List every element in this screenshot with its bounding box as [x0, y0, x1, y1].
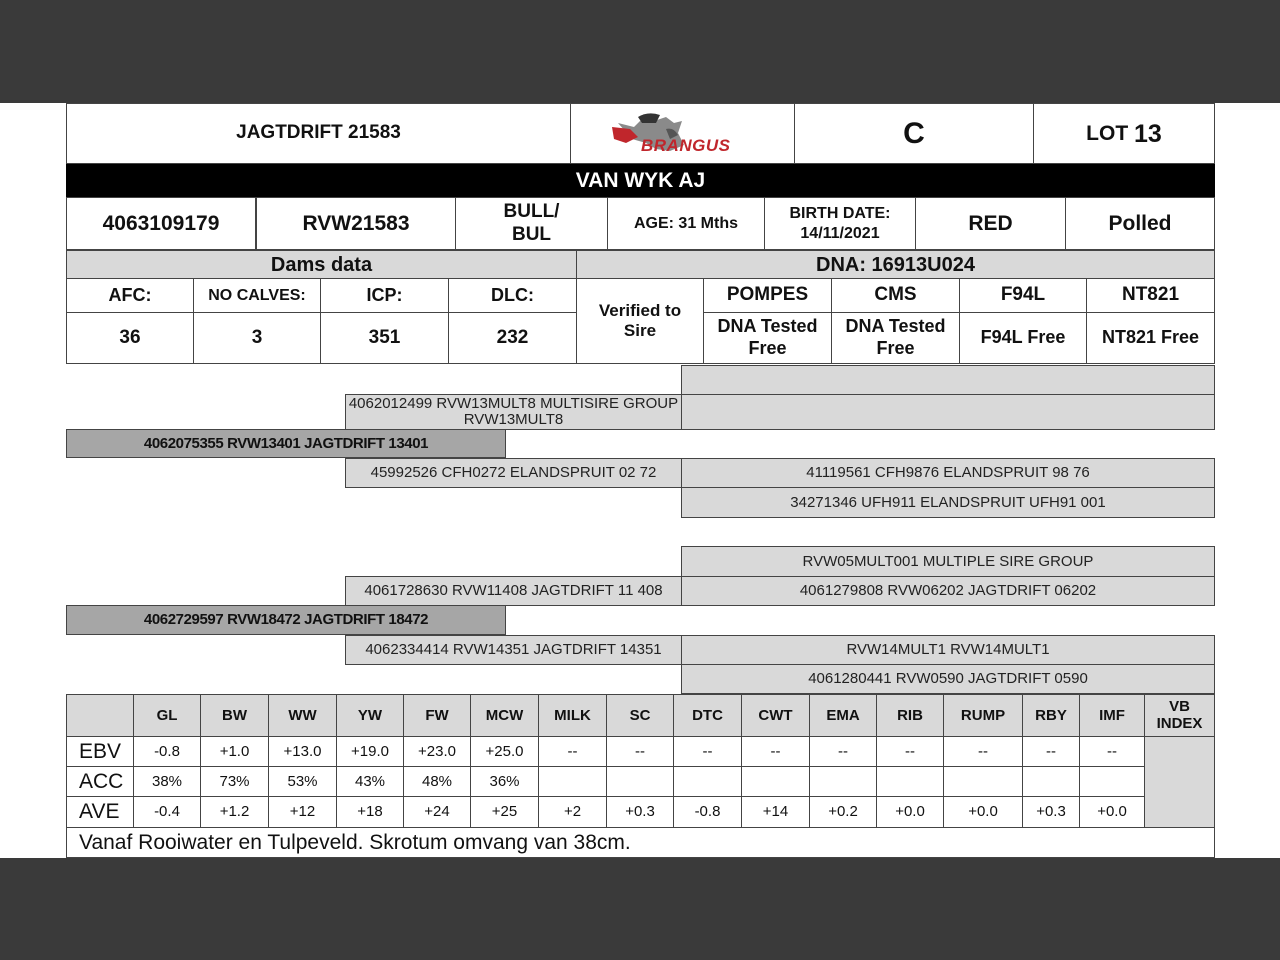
dam-sire-sire: RVW05MULT001 MULTIPLE SIRE GROUP: [681, 546, 1215, 577]
lot-prefix: LOT: [1086, 121, 1129, 145]
ave-rby: +0.3: [1022, 796, 1080, 828]
id-number: 4063109179: [66, 197, 256, 250]
ave-bw: +1.2: [200, 796, 269, 828]
ebv-rby: --: [1022, 736, 1080, 767]
ebv-col-yw: YW: [336, 694, 404, 737]
acc-dtc: [673, 766, 742, 797]
dam-dam-dam: 4061280441 RVW0590 JAGTDRIFT 0590: [681, 664, 1215, 694]
dam-dam: 4062334414 RVW14351 JAGTDRIFT 14351: [345, 635, 682, 665]
age: AGE: 31 Mths: [607, 197, 765, 250]
ave-imf: +0.0: [1079, 796, 1145, 828]
grade-label: C: [794, 103, 1034, 164]
ebv-col-fw: FW: [403, 694, 471, 737]
ebv-ema: --: [809, 736, 877, 767]
horn-status: Polled: [1065, 197, 1215, 250]
ebv-cwt: --: [741, 736, 810, 767]
ebv-row-label: EBV: [66, 736, 134, 767]
acc-yw: 43%: [336, 766, 404, 797]
birth-date-label: BIRTH DATE:: [789, 205, 891, 223]
ave-row-label: AVE: [66, 796, 134, 828]
lot-value: 13: [1134, 119, 1162, 148]
brangus-logo: [570, 103, 795, 164]
dam-dam-sire: RVW14MULT1 RVW14MULT1: [681, 635, 1215, 665]
sale-catalogue-page: [0, 103, 1280, 858]
dam-sire: 4061728630 RVW11408 JAGTDRIFT 11 408: [345, 576, 682, 606]
acc-rby: [1022, 766, 1080, 797]
ebv-ww: +13.0: [268, 736, 337, 767]
dam-sire-dam: 4061279808 RVW06202 JAGTDRIFT 06202: [681, 576, 1215, 606]
acc-sc: [606, 766, 674, 797]
dlc-header: DLC:: [448, 278, 577, 313]
ebv-col-rump: RUMP: [943, 694, 1023, 737]
sire-sire: 4062012499 RVW13MULT8 MULTISIRE GROUP RVW13MULT8: [345, 394, 682, 430]
ave-mcw: +25: [470, 796, 539, 828]
ebv-col-mcw: MCW: [470, 694, 539, 737]
lot-number: [1033, 103, 1215, 164]
breeder-name: VAN WYK AJ: [66, 164, 1215, 197]
cms-value: DNA Tested Free: [831, 312, 960, 364]
logo-text: BRANGUS: [641, 136, 731, 155]
f94l-header: F94L: [959, 278, 1087, 313]
verified-to-sire: Verified to Sire: [576, 278, 704, 364]
acc-milk: [538, 766, 607, 797]
ebv-col-gl: GL: [133, 694, 201, 737]
comment: Vanaf Rooiwater en Tulpeveld. Skrotum omvang van 38cm.: [66, 827, 1215, 858]
acc-ww: 53%: [268, 766, 337, 797]
ebv-col-ema: EMA: [809, 694, 877, 737]
ebv-rib: --: [876, 736, 944, 767]
ave-gl: -0.4: [133, 796, 201, 828]
sire: 4062075355 RVW13401 JAGTDRIFT 13401: [66, 429, 506, 458]
pompes-header: POMPES: [703, 278, 832, 313]
ave-rump: +0.0: [943, 796, 1023, 828]
ave-ema: +0.2: [809, 796, 877, 828]
ebv-col-rib: RIB: [876, 694, 944, 737]
acc-ema: [809, 766, 877, 797]
ebv-col-rby: RBY: [1022, 694, 1080, 737]
pompes-value: DNA Tested Free: [703, 312, 832, 364]
afc-header: AFC:: [66, 278, 194, 313]
nt821-value: NT821 Free: [1086, 312, 1215, 364]
no-calves-header: NO CALVES:: [193, 278, 321, 313]
acc-row-label: ACC: [66, 766, 134, 797]
acc-fw: 48%: [403, 766, 471, 797]
afc-value: 36: [66, 312, 194, 364]
ebv-corner: [66, 694, 134, 737]
dna-title: DNA: 16913U024: [576, 250, 1215, 279]
acc-cwt: [741, 766, 810, 797]
colour: RED: [915, 197, 1066, 250]
no-calves-value: 3: [193, 312, 321, 364]
acc-gl: 38%: [133, 766, 201, 797]
ave-ww: +12: [268, 796, 337, 828]
pedigree-empty-cell: [681, 394, 1215, 430]
ebv-mcw: +25.0: [470, 736, 539, 767]
ebv-gl: -0.8: [133, 736, 201, 767]
ave-fw: +24: [403, 796, 471, 828]
ebv-sc: --: [606, 736, 674, 767]
ebv-milk: --: [538, 736, 607, 767]
ebv-fw: +23.0: [403, 736, 471, 767]
ebv-col-sc: SC: [606, 694, 674, 737]
ave-rib: +0.0: [876, 796, 944, 828]
ebv-col-imf: IMF: [1079, 694, 1145, 737]
ebv-bw: +1.0: [200, 736, 269, 767]
birth-date: [764, 197, 916, 250]
ave-dtc: -0.8: [673, 796, 742, 828]
ave-milk: +2: [538, 796, 607, 828]
acc-rump: [943, 766, 1023, 797]
sire-dam: 45992526 CFH0272 ELANDSPRUIT 02 72: [345, 458, 682, 488]
ebv-dtc: --: [673, 736, 742, 767]
vb-index-header: VB INDEX: [1144, 694, 1215, 737]
ebv-col-dtc: DTC: [673, 694, 742, 737]
vb-index-value: [1144, 736, 1215, 828]
pedigree-empty-cell: [681, 365, 1215, 395]
acc-bw: 73%: [200, 766, 269, 797]
ebv-imf: --: [1079, 736, 1145, 767]
dams-title: Dams data: [66, 250, 577, 279]
nt821-header: NT821: [1086, 278, 1215, 313]
ebv-col-bw: BW: [200, 694, 269, 737]
sire-dam-sire: 41119561 CFH9876 ELANDSPRUIT 98 76: [681, 458, 1215, 488]
acc-rib: [876, 766, 944, 797]
acc-imf: [1079, 766, 1145, 797]
ebv-col-cwt: CWT: [741, 694, 810, 737]
ave-yw: +18: [336, 796, 404, 828]
cms-header: CMS: [831, 278, 960, 313]
ebv-yw: +19.0: [336, 736, 404, 767]
dam: 4062729597 RVW18472 JAGTDRIFT 18472: [66, 605, 506, 635]
ave-cwt: +14: [741, 796, 810, 828]
ebv-rump: --: [943, 736, 1023, 767]
birth-date-value: 14/11/2021: [800, 224, 880, 242]
sex: BULL/ BUL: [455, 197, 608, 250]
sire-dam-dam: 34271346 UFH911 ELANDSPRUIT UFH91 001: [681, 487, 1215, 518]
f94l-value: F94L Free: [959, 312, 1087, 364]
dlc-value: 232: [448, 312, 577, 364]
icp-header: ICP:: [320, 278, 449, 313]
ebv-col-ww: WW: [268, 694, 337, 737]
ave-sc: +0.3: [606, 796, 674, 828]
icp-value: 351: [320, 312, 449, 364]
herd-id: RVW21583: [256, 197, 456, 250]
acc-mcw: 36%: [470, 766, 539, 797]
animal-name: JAGTDRIFT 21583: [66, 103, 571, 164]
ebv-col-milk: MILK: [538, 694, 607, 737]
